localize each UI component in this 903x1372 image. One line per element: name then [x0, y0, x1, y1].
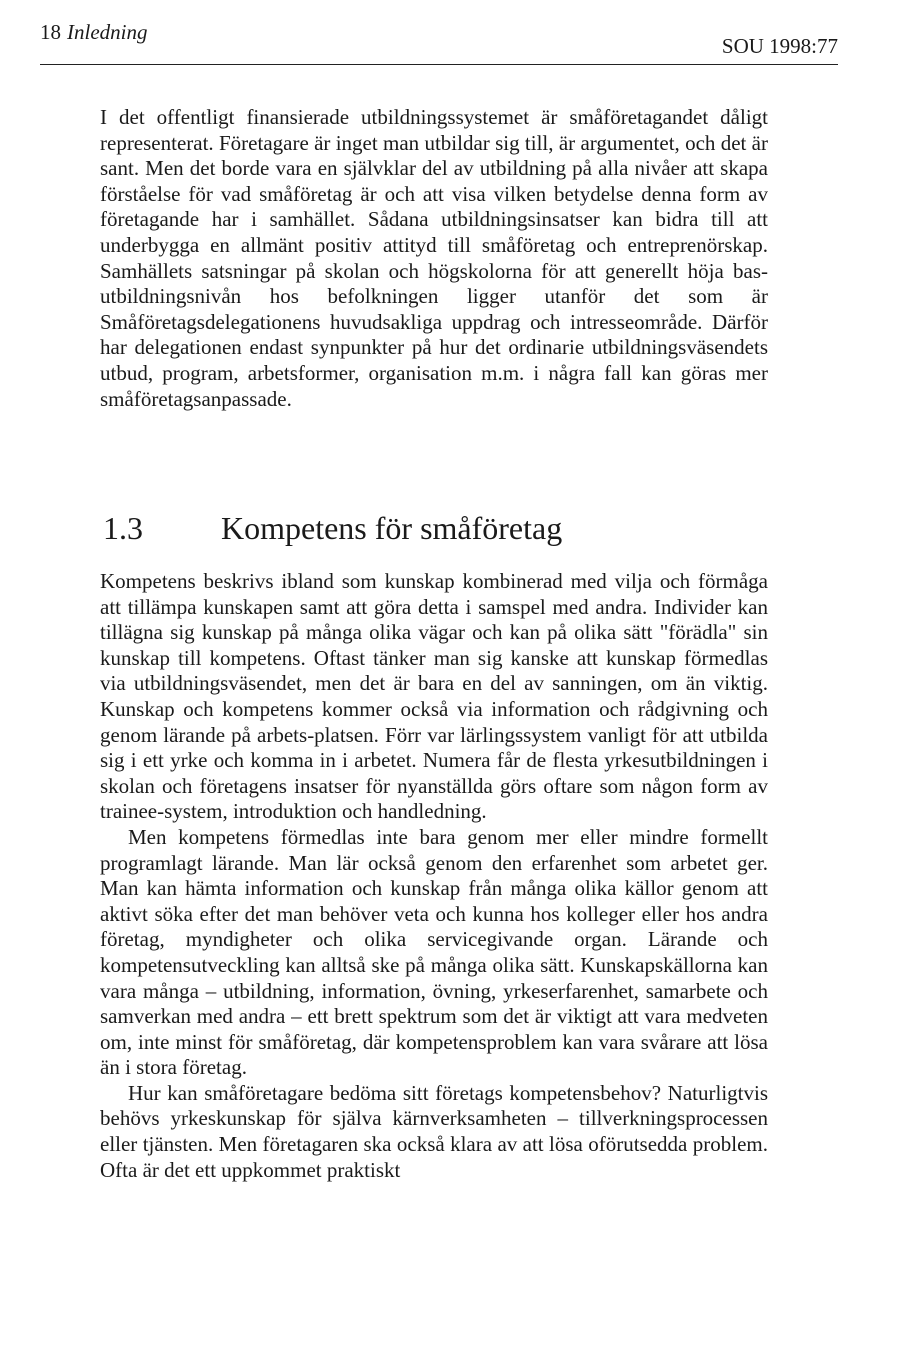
header-left — [40, 20, 147, 45]
publication-id: SOU 1998:77 — [721, 34, 838, 58]
section-body — [100, 569, 768, 1183]
paragraph: Hur kan småföretagare bedöma sitt företags kompetensbehov? Naturligtvis behövs yrkeskunskap för själva kärnverksamheten – tillverkningsprocessen eller tjänsten. Men företagaren ska också klara av att lösa oförutsedda problem. Ofta är det ett uppkommet praktiskt — [100, 1080, 768, 1182]
paragraph: Kompetens beskrivs ibland som kunskap kombinerad med vilja och förmåga att tillämpa kunskapen samt att göra detta i samspel med andra. Individer kan tillägna sig kunskap på många olika vägar och kan på olika sätt "förädla" sin kunskap till kompetens. Oftast tänker man sig kanske att kunskap förmedlas via utbildningsväsendet, men det är bara en del av sanningen, om än viktig. Kunskap och kompetens kommer också via information och rådgivning och genom lärande på arbets-platsen. Förr var lärlingssystem vanligt för att utbilda sig i ett yrke och komma in i arbetet. Numera får de flesta yrkesutbildningen i skolan och företagens insatser för nyanställda görs oftare som någon form av trainee-system, introduktion och handledning. — [100, 569, 768, 824]
paragraph-intro: I det offentligt finansierade utbildningssystemet är småföretagandet dåligt representerat. Företagare är inget man utbildar sig till, är argumentet, och det är sant. Men det borde vara en självklar del av utbildning på alla nivåer att skapa förståelse för vad småföretag är och att visa vilken betydelse denna form av företagande har i samhället. Sådana utbildningsinsatser kan bidra till att underbygga en allmänt positiv attityd till småföretag och entreprenörskap. Samhällets satsningar på skolan och högskolorna för att generellt höja bas-utbildningsnivån hos befolkningen ligger utanför det som är Småföretagsdelegationens huvudsakliga uppdrag och intresseområde. Därför har delegationen endast synpunkter på hur det ordinarie utbildningsväsendets utbud, program, arbetsformer, organisation m.m. i några fall kan göras mer småföretagsanpassade. — [100, 105, 768, 411]
header-section-title: Inledning — [67, 20, 148, 44]
section-heading — [103, 508, 763, 548]
page-number: 18 — [40, 20, 61, 44]
running-header — [40, 20, 838, 58]
section-title: Kompetens för småföretag — [221, 510, 563, 546]
paragraph: Men kompetens förmedlas inte bara genom mer eller mindre formellt programlagt lärande. Man lär också genom den erfarenhet som arbetet ger. Man kan hämta information och kunskap från många olika källor genom att aktivt söka efter det man behöver veta och kunna hos kolleger eller hos andra företag, myndigheter och olika servicegivande organ. Lärande och kompetensutveckling kan alltså ske på många olika sätt. Kunskapskällorna kan vara många – utbildning, information, övning, yrkeserfarenhet, samarbete och samverkan med andra – ett brett spektrum som det är viktigt att vara medveten om, inte minst för småföretag, där kompetensproblem kan vara svårare att lösa än i stora företag. — [100, 824, 768, 1080]
header-divider — [40, 64, 838, 65]
section-number: 1.3 — [103, 510, 143, 546]
